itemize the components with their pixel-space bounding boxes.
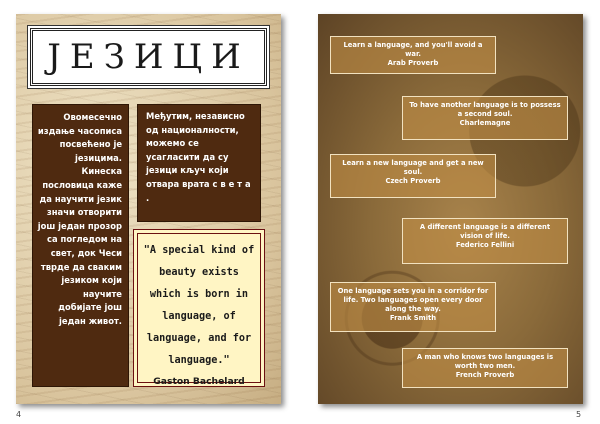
proverb-box <box>402 96 568 140</box>
left-page <box>16 14 281 404</box>
page-number-left: 4 <box>16 410 22 419</box>
proverb-box <box>402 218 568 264</box>
proverb-text: Learn a new language and get a new soul. <box>342 159 484 176</box>
page-number-right: 5 <box>576 410 582 419</box>
proverb-box <box>330 154 496 198</box>
proverb-source: French Proverb <box>455 371 515 379</box>
proverb-source: Arab Proverb <box>387 59 439 67</box>
proverb-text: A man who knows two languages is worth two men. <box>416 353 554 370</box>
proverb-text: Learn a language, and you'll avoid a war. <box>343 41 483 58</box>
quote-box <box>137 233 261 387</box>
proverb-box <box>402 348 568 388</box>
proverb-text: To have another language is to possess a second soul. <box>409 101 561 118</box>
proverb-source: Frank Smith <box>389 314 437 322</box>
conclusion-text: Међутим, независно од националности, можемо се усагласити да су језици кључ који отвара врата с в е т а . <box>146 111 251 203</box>
proverb-box <box>330 282 496 332</box>
title-box <box>30 28 267 86</box>
proverb-source: Federico Fellini <box>455 241 515 249</box>
quote-text: "A special kind of beauty exists which is born in language, of language, and for language." <box>143 245 255 366</box>
quote-author: Gaston Bachelard <box>153 376 245 387</box>
intro-text-box <box>32 104 129 387</box>
page-title: ЈЕЗИЦИ <box>47 37 250 77</box>
proverb-text: One language sets you in a corridor for life. Two languages open every door along the way. <box>337 287 489 313</box>
intro-text: Овомесечно издање часописа посвећено је језицима. Кинеска пословица каже да научити језик значи отворити још један прозор са погледом на свет, док Чеси тврде да сваким језиком који научите добијате још један живот. <box>37 112 122 326</box>
proverb-source: Charlemagne <box>459 119 511 127</box>
proverb-box <box>330 36 496 74</box>
proverb-text: A different language is a different vision of life. <box>419 223 551 240</box>
conclusion-text-box <box>137 104 261 222</box>
right-page <box>318 14 583 404</box>
proverb-source: Czech Proverb <box>385 177 441 185</box>
